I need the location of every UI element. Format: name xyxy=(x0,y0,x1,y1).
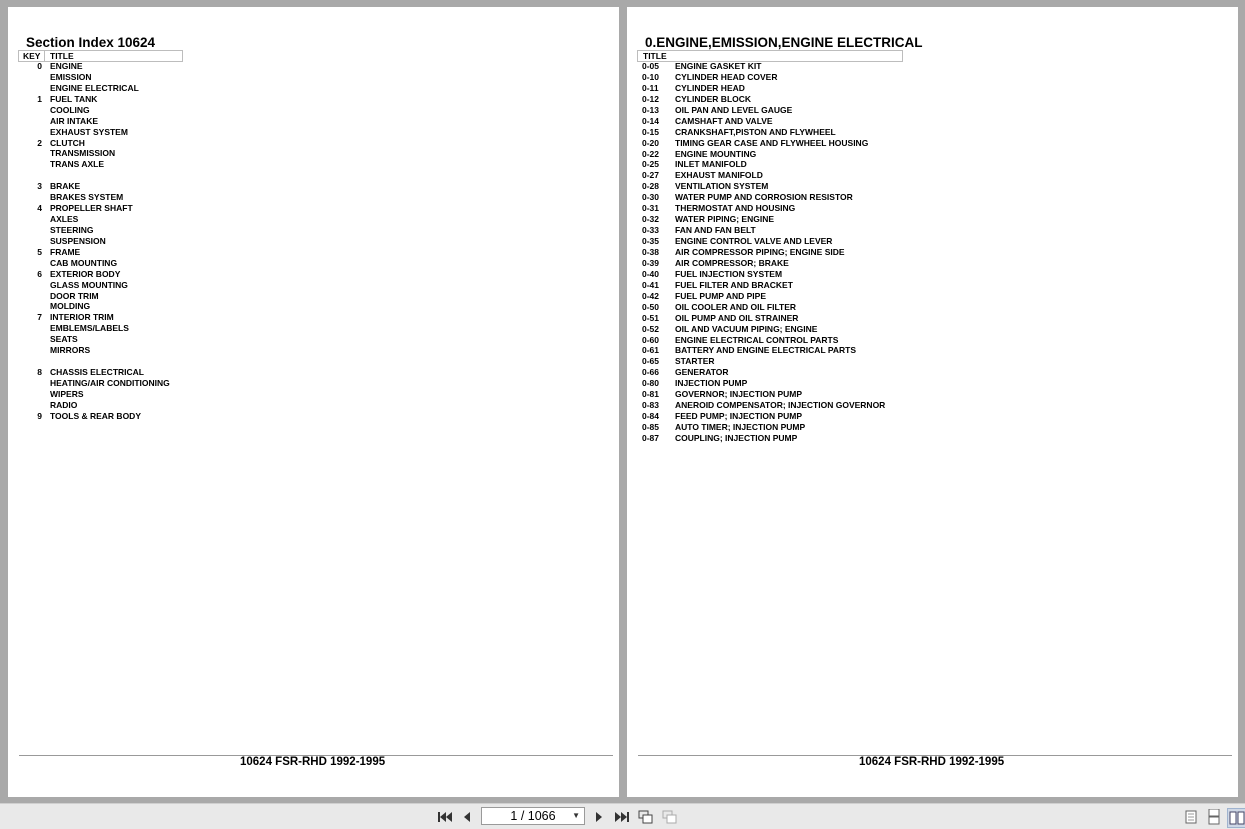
item-title: RADIO xyxy=(50,399,78,410)
item-title: MIRRORS xyxy=(50,345,91,356)
item-key: 0-31 xyxy=(642,203,660,214)
item-key: 3 xyxy=(37,181,42,192)
item-key: 0-51 xyxy=(642,312,660,323)
next-page-button[interactable] xyxy=(590,808,608,826)
single-page-view-button[interactable] xyxy=(1182,808,1200,826)
item-title: TOOLS & REAR BODY xyxy=(50,410,141,421)
item-title: FEED PUMP; INJECTION PUMP xyxy=(675,411,803,422)
item-key: 0-87 xyxy=(642,432,660,443)
item-title: EXHAUST SYSTEM xyxy=(50,126,128,137)
page-footer: 10624 FSR-RHD 1992-1995 xyxy=(859,756,1005,768)
item-key: 5 xyxy=(37,246,42,257)
item-key: 0-05 xyxy=(642,61,660,71)
item-title: COOLING xyxy=(50,104,90,115)
thumbnails-button[interactable] xyxy=(661,808,679,826)
item-title: ENGINE GASKET KIT xyxy=(675,61,762,71)
section-index-title: Section Index 10624 xyxy=(26,35,156,50)
item-key: 0-40 xyxy=(642,268,660,279)
item-title: STEERING xyxy=(50,224,94,235)
item-key: 0-14 xyxy=(642,115,660,126)
item-title: INLET MANIFOLD xyxy=(675,159,747,170)
item-key: 0-20 xyxy=(642,137,660,148)
first-page-icon xyxy=(438,811,452,823)
item-key: 0-12 xyxy=(642,93,660,104)
key-column-header: KEY xyxy=(23,51,41,61)
item-key: 0-32 xyxy=(642,214,660,225)
item-key: 0-35 xyxy=(642,236,660,247)
item-key: 0-39 xyxy=(642,257,660,268)
last-page-icon xyxy=(615,811,629,823)
item-key: 0-84 xyxy=(642,411,660,422)
item-title: ENGINE xyxy=(50,61,83,71)
rotate-icon xyxy=(638,809,654,825)
item-title: TIMING GEAR CASE AND FLYWHEEL HOUSING xyxy=(675,137,869,148)
item-title: AIR COMPRESSOR; BRAKE xyxy=(675,257,789,268)
item-key: 0-42 xyxy=(642,290,660,301)
left-page xyxy=(8,7,619,797)
item-title: EMBLEMS/LABELS xyxy=(50,323,129,334)
item-title: GLASS MOUNTING xyxy=(50,279,128,290)
item-title: EXTERIOR BODY xyxy=(50,268,121,279)
last-page-button[interactable] xyxy=(613,808,631,826)
item-title: CHASSIS ELECTRICAL xyxy=(50,367,144,378)
item-key: 0-65 xyxy=(642,356,660,367)
item-title: ENGINE ELECTRICAL CONTROL PARTS xyxy=(675,334,839,345)
chevron-down-icon: ▼ xyxy=(572,811,580,820)
item-title: SEATS xyxy=(50,334,78,345)
viewer-toolbar xyxy=(0,803,1245,829)
item-title: INTERIOR TRIM xyxy=(50,312,114,323)
item-title: CYLINDER HEAD xyxy=(675,82,745,93)
item-title: AXLES xyxy=(50,214,79,225)
item-key: 2 xyxy=(37,137,42,148)
item-key: 0-10 xyxy=(642,71,660,82)
item-title: AUTO TIMER; INJECTION PUMP xyxy=(675,422,806,433)
item-title: CLUTCH xyxy=(50,137,85,148)
two-page-icon xyxy=(1229,811,1245,825)
item-title: FRAME xyxy=(50,246,81,257)
item-title: DOOR TRIM xyxy=(50,290,99,301)
item-title: TRANSMISSION xyxy=(50,148,116,159)
prev-page-button[interactable] xyxy=(458,808,476,826)
item-key: 0-38 xyxy=(642,246,660,257)
item-key: 0-30 xyxy=(642,192,660,203)
item-title: FUEL PUMP AND PIPE xyxy=(675,290,766,301)
page-footer: 10624 FSR-RHD 1992-1995 xyxy=(240,756,386,768)
right-page xyxy=(627,7,1238,797)
title-column-header: TITLE xyxy=(643,51,667,61)
item-title: ANEROID COMPENSATOR; INJECTION GOVERNOR xyxy=(675,400,886,411)
rotate-button[interactable] xyxy=(637,808,655,826)
item-title: TRANS AXLE xyxy=(50,159,104,170)
item-key: 0-13 xyxy=(642,104,660,115)
item-title: CAMSHAFT AND VALVE xyxy=(675,115,773,126)
item-title: GOVERNOR; INJECTION PUMP xyxy=(675,389,803,400)
continuous-view-button[interactable] xyxy=(1205,808,1223,826)
item-key: 0-25 xyxy=(642,159,660,170)
continuous-icon xyxy=(1208,809,1220,825)
item-title: THERMOSTAT AND HOUSING xyxy=(675,203,796,214)
item-title: WATER PUMP AND CORROSION RESISTOR xyxy=(675,192,853,203)
page-number-select[interactable] xyxy=(481,807,585,825)
item-title: EMISSION xyxy=(50,71,92,82)
item-key: 0-52 xyxy=(642,323,660,334)
item-title: COUPLING; INJECTION PUMP xyxy=(675,432,798,443)
item-title: WIPERS xyxy=(50,388,84,399)
item-title: FUEL FILTER AND BRACKET xyxy=(675,279,793,290)
item-key: 0-50 xyxy=(642,301,660,312)
item-title: BRAKE xyxy=(50,181,81,192)
item-title: FUEL TANK xyxy=(50,93,98,104)
item-title: MOLDING xyxy=(50,301,91,312)
item-title: VENTILATION SYSTEM xyxy=(675,181,769,192)
item-key: 0-28 xyxy=(642,181,660,192)
item-title: CYLINDER BLOCK xyxy=(675,93,752,104)
item-key: 0-83 xyxy=(642,400,660,411)
item-title: SUSPENSION xyxy=(50,235,106,246)
item-title: GENERATOR xyxy=(675,367,729,378)
item-title: CAB MOUNTING xyxy=(50,257,118,268)
item-key: 0-85 xyxy=(642,422,660,433)
title-column-header: TITLE xyxy=(50,51,74,61)
item-key: 0-66 xyxy=(642,367,660,378)
item-key: 1 xyxy=(37,93,42,104)
item-title: CRANKSHAFT,PISTON AND FLYWHEEL xyxy=(675,126,836,137)
item-title: FAN AND FAN BELT xyxy=(675,225,756,236)
item-title: ENGINE ELECTRICAL xyxy=(50,82,139,93)
item-key: 0-81 xyxy=(642,389,660,400)
item-title: AIR COMPRESSOR PIPING; ENGINE SIDE xyxy=(675,246,845,257)
left-table-header xyxy=(18,50,183,62)
item-title: PROPELLER SHAFT xyxy=(50,203,133,214)
item-key: 4 xyxy=(37,203,42,214)
item-title: BATTERY AND ENGINE ELECTRICAL PARTS xyxy=(675,345,857,356)
item-title: BRAKES SYSTEM xyxy=(50,192,124,203)
item-title: STARTER xyxy=(675,356,715,367)
item-title: OIL PUMP AND OIL STRAINER xyxy=(675,312,799,323)
item-key: 0-22 xyxy=(642,148,660,159)
page-indicator: 1 / 1066 xyxy=(510,809,556,823)
item-key: 8 xyxy=(37,367,42,378)
item-key: 0-60 xyxy=(642,334,660,345)
item-key: 0-61 xyxy=(642,345,660,356)
item-key: 0-80 xyxy=(642,378,660,389)
item-title: HEATING/AIR CONDITIONING xyxy=(50,377,170,388)
item-key: 9 xyxy=(37,410,42,421)
item-title: ENGINE CONTROL VALVE AND LEVER xyxy=(675,236,833,247)
item-key: 0-11 xyxy=(642,82,659,93)
thumbnails-icon xyxy=(662,809,678,825)
item-key: 0 xyxy=(37,61,42,71)
item-title: AIR INTAKE xyxy=(50,115,99,126)
item-title: OIL PAN AND LEVEL GAUGE xyxy=(675,104,793,115)
item-title: WATER PIPING; ENGINE xyxy=(675,214,775,225)
group-title: 0.ENGINE,EMISSION,ENGINE ELECTRICAL xyxy=(645,35,923,50)
item-key: 0-33 xyxy=(642,225,660,236)
item-title: EXHAUST MANIFOLD xyxy=(675,170,763,181)
item-key: 0-27 xyxy=(642,170,660,181)
next-page-icon xyxy=(594,811,604,823)
item-key: 7 xyxy=(37,312,42,323)
single-page-icon xyxy=(1185,810,1197,824)
item-key: 0-41 xyxy=(642,279,660,290)
item-key: 6 xyxy=(37,268,42,279)
two-page-view-button[interactable] xyxy=(1227,808,1245,828)
item-title: OIL COOLER AND OIL FILTER xyxy=(675,301,797,312)
item-title: ENGINE MOUNTING xyxy=(675,148,757,159)
first-page-button[interactable] xyxy=(436,808,454,826)
item-key: 0-15 xyxy=(642,126,660,137)
item-title: FUEL INJECTION SYSTEM xyxy=(675,268,783,279)
item-title: INJECTION PUMP xyxy=(675,378,748,389)
prev-page-icon xyxy=(462,811,472,823)
item-title: OIL AND VACUUM PIPING; ENGINE xyxy=(675,323,818,334)
item-title: CYLINDER HEAD COVER xyxy=(675,71,778,82)
